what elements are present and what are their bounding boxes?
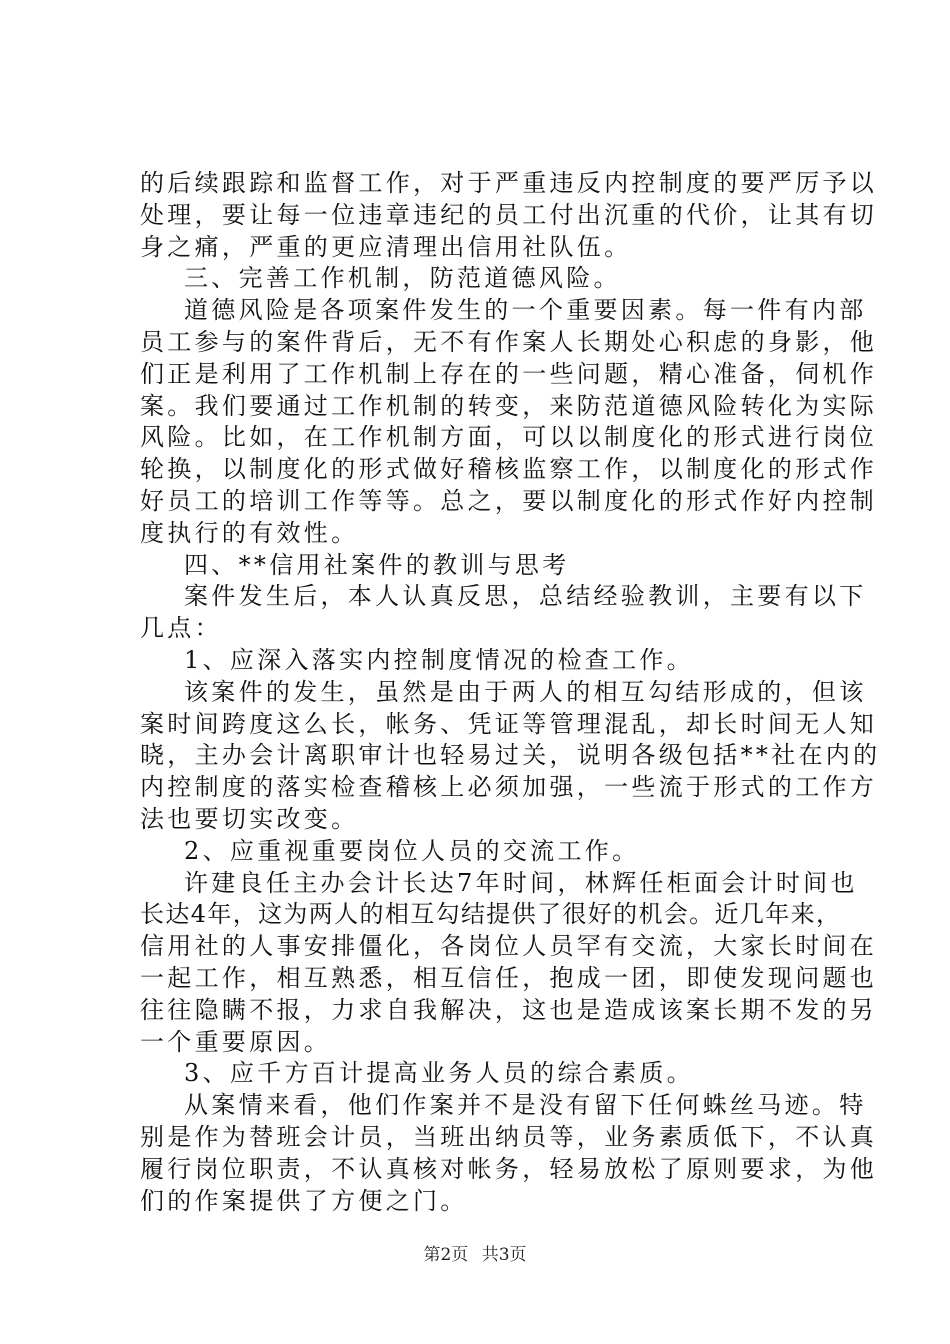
text-line: 内控制度的落实检查稽核上必须加强，一些流于形式的工作方: [140, 773, 878, 802]
subsection-heading: 1、应深入落实内控制度情况的检查工作。: [184, 645, 694, 674]
text-line: 信用社的人事安排僵化，各岗位人员罕有交流，大家长时间在: [140, 932, 878, 961]
text-line: 轮换，以制度化的形式做好稽核监察工作，以制度化的形式作: [140, 455, 878, 484]
text-line: 别是作为替班会计员，当班出纳员等，业务素质低下，不认真: [140, 1122, 878, 1151]
text-line: 法也要切实改变。: [140, 804, 359, 833]
text-line: 度执行的有效性。: [140, 518, 359, 547]
text-line: 往往隐瞒不报，力求自我解决，这也是造成该案长期不发的另: [140, 995, 878, 1024]
text-line: 案。我们要通过工作机制的转变，来防范道德风险转化为实际: [140, 391, 878, 420]
document-body: [140, 168, 881, 1217]
text-line: 一个重要原因。: [140, 1027, 332, 1056]
page-number: 第2页: [423, 1245, 469, 1265]
subsection-heading: 2、应重视重要岗位人员的交流工作。: [184, 836, 640, 865]
subsection-heading: 3、应千方百计提高业务人员的综合素质。: [184, 1059, 694, 1088]
section-heading: 四、**信用社案件的教训与思考: [184, 550, 570, 579]
text-line: 几点：: [140, 614, 222, 643]
text-line: 的后续跟踪和监督工作，对于严重违反内控制度的要严厉予以: [140, 169, 878, 197]
text-line: 案件发生后，本人认真反思，总结经验教训，主要有以下: [184, 582, 867, 611]
text-line: 许建良任主办会计长达7年时间，林辉任柜面会计时间也: [184, 868, 858, 897]
text-line: 好员工的培训工作等等。总之，要以制度化的形式作好内控制: [140, 486, 878, 515]
text-line: 案时间跨度这么长，帐务、凭证等管理混乱，却长时间无人知: [140, 709, 878, 738]
text-line: 们的作案提供了方便之门。: [140, 1186, 468, 1215]
section-heading: 三、完善工作机制，防范道德风险。: [184, 264, 621, 293]
text-line: 道德风险是各项案件发生的一个重要因素。每一件有内部: [184, 296, 867, 325]
text-line: 员工参与的案件背后，无不有作案人长期处心积虑的身影，他: [140, 327, 878, 356]
text-line: 该案件的发生，虽然是由于两人的相互勾结形成的，但该: [184, 677, 867, 706]
text-line: 们正是利用了工作机制上存在的一些问题，精心准备，伺机作: [140, 359, 878, 388]
text-line: 履行岗位职责，不认真核对帐务，轻易放松了原则要求，为他: [140, 1154, 878, 1183]
page-footer: [0, 1245, 950, 1265]
text-line: 晓，主办会计离职审计也轻易过关，说明各级包括**社在内的: [140, 741, 881, 770]
page-total: 共3页: [481, 1245, 527, 1265]
text-line: 身之痛，严重的更应清理出信用社队伍。: [140, 232, 632, 261]
text-line: 风险。比如，在工作机制方面，可以以制度化的形式进行岗位: [140, 423, 878, 452]
text-line: 一起工作，相互熟悉，相互信任，抱成一团，即使发现问题也: [140, 963, 878, 992]
text-line: 处理，要让每一位违章违纪的员工付出沉重的代价，让其有切: [140, 200, 878, 229]
text-line: 长达4年，这为两人的相互勾结提供了很好的机会。近几年来，: [140, 900, 840, 929]
text-line: 从案情来看，他们作案并不是没有留下任何蛛丝马迹。特: [184, 1091, 867, 1120]
